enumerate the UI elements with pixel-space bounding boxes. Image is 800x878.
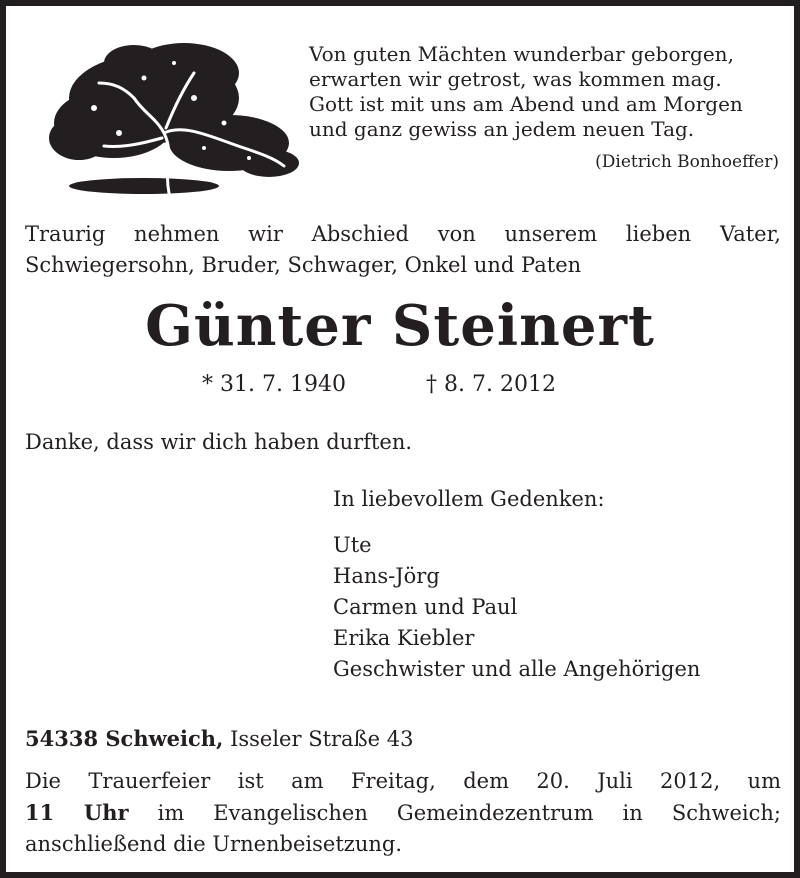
service-location: im Evangelischen Gemeindezentrum in Schweich; — [157, 801, 781, 825]
poem-line: und ganz gewiss an jedem neuen Tag. — [309, 117, 695, 141]
poem-line: Von guten Mächten wunderbar geborgen, — [309, 42, 734, 66]
mourner-name: Erika Kiebler — [333, 626, 475, 650]
address-street: Isseler Straße 43 — [230, 727, 414, 751]
mourner-name: Hans-Jörg — [333, 564, 440, 588]
birth-date: * 31. 7. 1940 — [202, 372, 346, 397]
poem-source: (Dietrich Bonhoeffer) — [595, 152, 779, 172]
thanks-text: Danke, dass wir dich haben durften. — [25, 430, 413, 454]
mourner-name: Ute — [333, 533, 372, 557]
deceased-name: Günter Steinert — [145, 293, 655, 359]
mourners-list — [333, 530, 700, 685]
death-date: † 8. 7. 2012 — [426, 372, 556, 397]
service-time: 11 Uhr — [25, 800, 129, 825]
poem-line: Gott ist mit uns am Abend und am Morgen — [309, 92, 743, 116]
mourner-name: Carmen und Paul — [333, 595, 518, 619]
service-info — [25, 766, 781, 860]
intro-line: Schwiegersohn, Bruder, Schwager, Onkel und Paten — [25, 253, 582, 277]
poem — [309, 42, 779, 142]
address-city: 54338 Schweich, — [25, 726, 224, 751]
address — [25, 723, 413, 755]
tree-illustration-icon — [34, 28, 304, 203]
service-line: anschließend die Urnenbeisetzung. — [25, 832, 403, 856]
poem-line: erwarten wir getrost, was kommen mag. — [309, 67, 722, 91]
intro-line: Traurig nehmen wir Abschied von unserem lieben Vater, — [25, 222, 781, 246]
service-line: Die Trauerfeier ist am Freitag, dem 20. Juli 2012, um — [25, 769, 781, 793]
memory-heading: In liebevollem Gedenken: — [333, 487, 605, 511]
intro-text — [25, 219, 781, 281]
service-line-2 — [25, 797, 781, 829]
mourner-name: Geschwister und alle Angehörigen — [333, 657, 701, 681]
